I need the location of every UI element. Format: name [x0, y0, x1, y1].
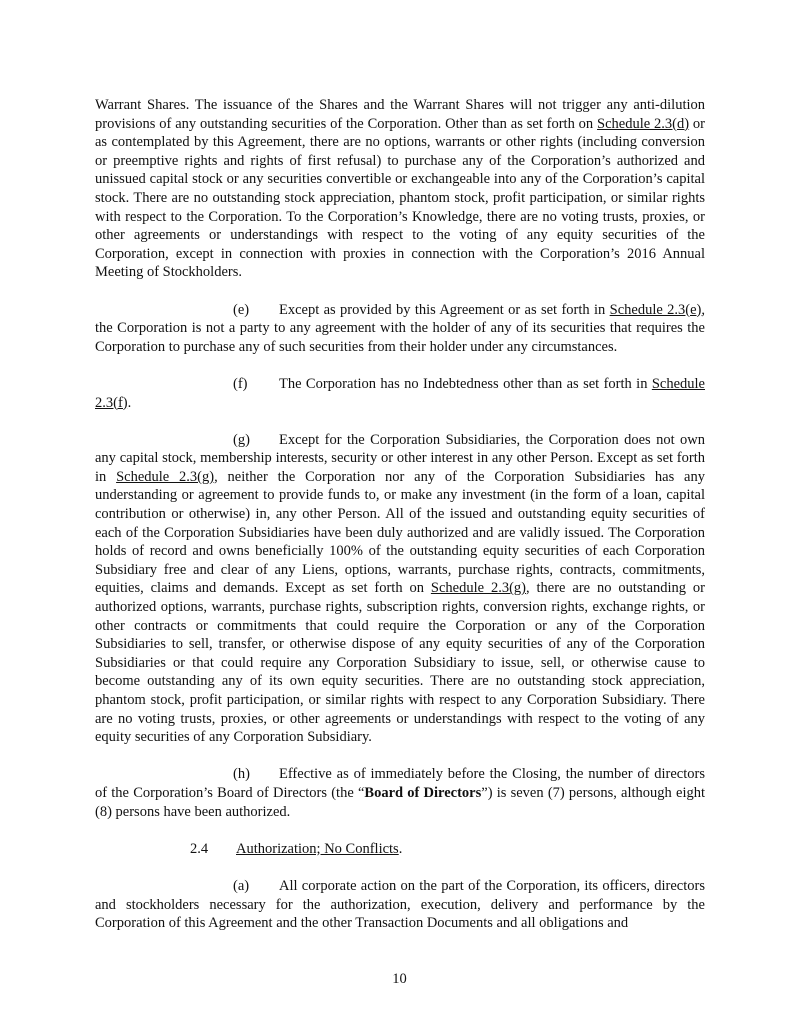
- text-run: Except for the Corporation Subsidiaries, the Corporation does not own any capital stock, membership interests, security or other interest in any other Person. Except as set forth in: [95, 431, 705, 485]
- paragraph-label: (e): [233, 301, 250, 318]
- document-body: [95, 96, 705, 951]
- section-number: 2.4: [190, 840, 209, 857]
- paragraph-label: (g): [233, 431, 250, 448]
- paragraph-a: [95, 877, 705, 933]
- text-run: , the Corporation is not a party to any agreement with the holder of any of its securities that requires the Corporation to purchase any of such securities from their holder under any circumstances.: [95, 301, 705, 355]
- paragraph-g: [95, 431, 705, 747]
- paragraph-f: [95, 375, 705, 412]
- paragraph-label: (h): [233, 766, 250, 783]
- schedule-reference: Schedule 2.3(g): [430, 580, 526, 597]
- paragraph-d-continued: [95, 96, 705, 282]
- text-run: .: [127, 394, 132, 411]
- text-run: All corporate action on the part of the Corporation, its officers, directors and stockholders necessary for the authorization, execution, delivery and performance by the Corporation of this Agreement and the other Transaction Documents and all obligations and: [95, 877, 705, 932]
- section-title-period: .: [398, 840, 403, 857]
- paragraph-e: [95, 301, 705, 357]
- text-run: Except as provided by this Agreement or as set forth in: [279, 301, 610, 318]
- paragraph-label: (f): [233, 375, 248, 392]
- text-run: Effective as of immediately before the Closing, the number of directors of the Corporation’s Board of Directors (the “: [95, 766, 705, 801]
- schedule-reference: Schedule 2.3(g): [116, 468, 215, 485]
- text-run: , there are no outstanding or authorized options, warrants, purchase rights, subscription rights, conversion rights, exchange rights, or other contracts or commitments that could require the Corporation or any of the Corporation Subsidiaries to sell, transfer, or otherwise dispose of any equity securities of any of the Corporation Subsidiaries or that could require any Corporation Subsidiary to issue, sell, or otherwise cause to become outstanding any of its own equity securities. There are no outstanding stock appreciation, phantom stock, profit participation, or similar rights with respect to any Corporation Subsidiary. There are no voting trusts, proxies, or other agreements or understandings with respect to the voting of any equity securities of any Corporation Subsidiary.: [95, 580, 706, 746]
- schedule-reference: Schedule 2.3(d): [597, 115, 690, 132]
- text-run: or as contemplated by this Agreement, there are no options, warrants or other rights (including conversion or preemptive rights and rights of first refusal) to purchase any of the Corporation’s authorized and unissued capital stock or any securities convertible or exchangeable into any of the Corporation’s capital stock. There are no outstanding stock appreciation, phantom stock, profit participation, or similar rights with respect to the Corporation. To the Corporation’s Knowledge, there are no voting trusts, proxies, or other agreements or understandings with respect to the voting of any equity securities of the Corporation, except in connection with proxies in connection with the Corporation’s 2016 Annual Meeting of Stockholders.: [95, 115, 705, 281]
- schedule-reference: Schedule 2.3(e): [609, 301, 702, 318]
- text-run: ”) is seven (7) persons, although eight (8) persons have been authorized.: [95, 784, 705, 820]
- defined-term: Board of Directors: [364, 784, 482, 801]
- paragraph-label: (a): [233, 877, 250, 894]
- paragraph-h: [95, 765, 705, 821]
- page-number: 10: [392, 971, 407, 987]
- section-heading: [95, 840, 705, 859]
- schedule-reference: Schedule 2.3(f): [95, 375, 705, 411]
- section-title: Authorization; No Conflicts: [236, 840, 399, 857]
- text-run: , neither the Corporation nor any of the Corporation Subsidiaries has any understanding or agreement to provide funds to, or make any investment (in the form of a loan, capital contribution or otherwise) in, any other Person. All of the issued and outstanding equity securities of each of the Corporation Subsidiaries have been duly authorized and are validly issued. The Corporation holds of record and owns beneficially 100% of the outstanding equity securities of each Corporation Subsidiary free and clear of any Liens, options, warrants, purchase rights, contracts, commitments, equities, claims and demands. Except as set forth on: [95, 468, 705, 597]
- text-run: Warrant Shares. The issuance of the Shares and the Warrant Shares will not trigger any anti-dilution provisions of any outstanding securities of the Corporation. Other than as set forth on: [95, 97, 705, 132]
- text-run: The Corporation has no Indebtedness other than as set forth in: [279, 375, 652, 392]
